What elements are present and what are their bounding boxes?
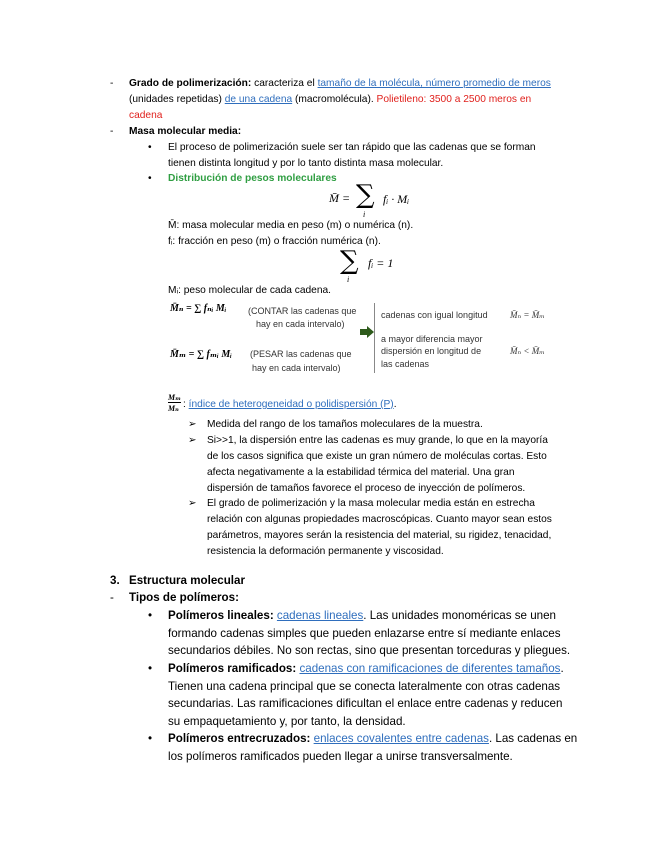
- point-2-line3: afecta negativamente a la estabilidad térmica del material. Una gran: [207, 467, 515, 478]
- right-2-eq: M̄ₙ < M̄ₘ: [510, 346, 545, 356]
- grado-link2[interactable]: de una cadena: [224, 94, 293, 105]
- lineales-line2: formando cadenas simples que pueden enlazarse entre sí mediante enlaces: [168, 627, 561, 640]
- grado-line2: [129, 93, 531, 107]
- formula1-rhs: fᵢ · Mᵢ: [383, 192, 410, 206]
- point-1-arrow-icon: ➢: [188, 419, 197, 430]
- masa-title: Masa molecular media:: [129, 126, 242, 137]
- point-2-line1: Si>>1, la dispersión entre las cadenas es muy grande, lo que en la mayoría: [207, 435, 548, 446]
- lineales-line1: [168, 608, 556, 624]
- ramif-line4: su empaquetamiento y, por tanto, la densidad.: [168, 715, 406, 728]
- ramif-line3: secundarias. Las ramificaciones dificultan el enlace entre cadenas y reducen: [168, 697, 563, 710]
- ratio-num: Mₘ: [168, 393, 181, 402]
- formula1-sub: i: [363, 210, 366, 219]
- mn-note-1: (CONTAR las cadenas que: [248, 306, 357, 316]
- ramif-line1: [168, 661, 564, 677]
- mm-formula: M̄ₘ = ∑ fₘᵢ Mᵢ: [170, 349, 232, 360]
- point-3-line4: resistencia la deformación permanente y viscosidad.: [207, 546, 444, 557]
- entre-bullet: •: [148, 732, 153, 745]
- grado-text2: (unidades repetidas): [129, 94, 222, 105]
- grado-text1: caracteriza el: [254, 78, 315, 89]
- grado-red-line1: Polietileno: 3500 a 2500 meros en: [376, 94, 532, 105]
- def-m: M̄: masa molecular media en peso (m) o numérica (n).: [168, 220, 414, 231]
- lineales-link[interactable]: cadenas lineales: [276, 609, 364, 622]
- ramif-title: Polímeros ramificados:: [168, 662, 297, 675]
- point-3-line3: parámetros, mayores serán la resistencia del material, su rigidez, tenacidad,: [207, 530, 552, 541]
- lineales-l1: . Las unidades monoméricas se unen: [363, 609, 556, 622]
- ratio-den: Mₙ: [168, 404, 179, 413]
- formula1-lhs: M̄ =: [329, 191, 351, 205]
- section-number: 3.: [110, 574, 120, 587]
- masa-p1-line2: tienen distinta longitud y por lo tanto distinta masa molecular.: [168, 158, 444, 169]
- entre-l1: . Las cadenas en: [488, 732, 578, 745]
- entre-link[interactable]: enlaces covalentes entre cadenas: [313, 732, 489, 745]
- right-2-line1: a mayor diferencia mayor: [381, 334, 483, 344]
- right-2-line3: las cadenas: [381, 359, 430, 369]
- entre-line1: [168, 731, 577, 747]
- grado-title: Grado de polimerización:: [129, 78, 252, 89]
- grado-link1[interactable]: tamaño de la molécula, número promedio de meros: [317, 78, 551, 89]
- dist-title: Distribución de pesos moleculares: [168, 173, 337, 184]
- entre-title: Polímeros entrecruzados:: [168, 732, 311, 745]
- diagram-bracket: [374, 303, 375, 373]
- point-3-line2: relación con algunas propiedades macroscópicas. Cuanto mayor sean estos: [207, 514, 552, 525]
- entre-line2: los polímeros ramificados pueden llegar a unirse transversalmente.: [168, 750, 513, 763]
- tipos-dash: -: [110, 591, 114, 604]
- def-f: fᵢ: fracción en peso (m) o fracción numérica (n).: [168, 236, 381, 247]
- ramif-bullet: •: [148, 662, 153, 675]
- ratio-link[interactable]: índice de heterogeneidad o polidispersión (P): [188, 399, 394, 410]
- masa-bullet-2: •: [148, 173, 152, 184]
- right-2-line2: dispersión en longitud de: [381, 346, 482, 356]
- ratio-line: [183, 398, 397, 412]
- grado-text3: (macromolécula).: [295, 94, 374, 105]
- grado-dash: -: [110, 78, 114, 89]
- ratio-colon: :: [183, 399, 189, 410]
- point-2-arrow-icon: ➢: [188, 435, 197, 446]
- ramif-dot: .: [560, 662, 564, 675]
- def-mi: Mᵢ: peso molecular de cada cadena.: [168, 285, 331, 296]
- tipos-title: Tipos de polímeros:: [129, 591, 239, 604]
- grado-red-line2: cadena: [129, 110, 163, 121]
- mm-note-1: (PESAR las cadenas que: [250, 349, 352, 359]
- masa-bullet-1: •: [148, 142, 152, 153]
- mn-formula: M̄ₙ = ∑ fₙᵢ Mᵢ: [170, 303, 227, 314]
- formula1-sum: ∑: [356, 180, 375, 210]
- mn-note-2: hay en cada intervalo): [256, 319, 345, 329]
- point-2-line4: dispersión de tamaños favorece el proceso de inyección de polímeros.: [207, 483, 526, 494]
- masa-p1-line1: El proceso de polimerización suele ser tan rápido que las cadenas que se forman: [168, 142, 536, 153]
- formula2-rhs: fᵢ = 1: [368, 256, 394, 270]
- grado-line1: [129, 77, 551, 91]
- section-title: Estructura molecular: [129, 574, 245, 587]
- point-3-line1: El grado de polimerización y la masa molecular media están en estrecha: [207, 498, 535, 509]
- right-arrow-icon: [360, 326, 374, 338]
- masa-dash: -: [110, 126, 114, 137]
- lineales-bullet: •: [148, 609, 153, 622]
- point-1-line1: Medida del rango de los tamaños moleculares de la muestra.: [207, 419, 483, 430]
- point-2-line2: de los casos significa que existe un gran número de moléculas cortas. Esto: [207, 451, 547, 462]
- ramif-line2: Tienen una cadena principal que se conecta lateralmente con otras cadenas: [168, 680, 561, 693]
- right-1: cadenas con igual longitud: [381, 310, 488, 320]
- point-3-arrow-icon: ➢: [188, 498, 197, 509]
- ratio-end: .: [393, 399, 397, 410]
- lineales-title: Polímeros lineales:: [168, 609, 274, 622]
- lineales-line3: secundarios débiles. No son rectas, sino que presentan torceduras y pliegues.: [168, 644, 571, 657]
- ramif-link[interactable]: cadenas con ramificaciones de diferentes tamaños: [299, 662, 561, 675]
- formula2-sub: i: [347, 275, 350, 284]
- mm-note-2: hay en cada intervalo): [252, 363, 341, 373]
- right-1-eq: M̄ₙ = M̄ₘ: [510, 310, 545, 320]
- formula2-sum: ∑: [340, 246, 359, 276]
